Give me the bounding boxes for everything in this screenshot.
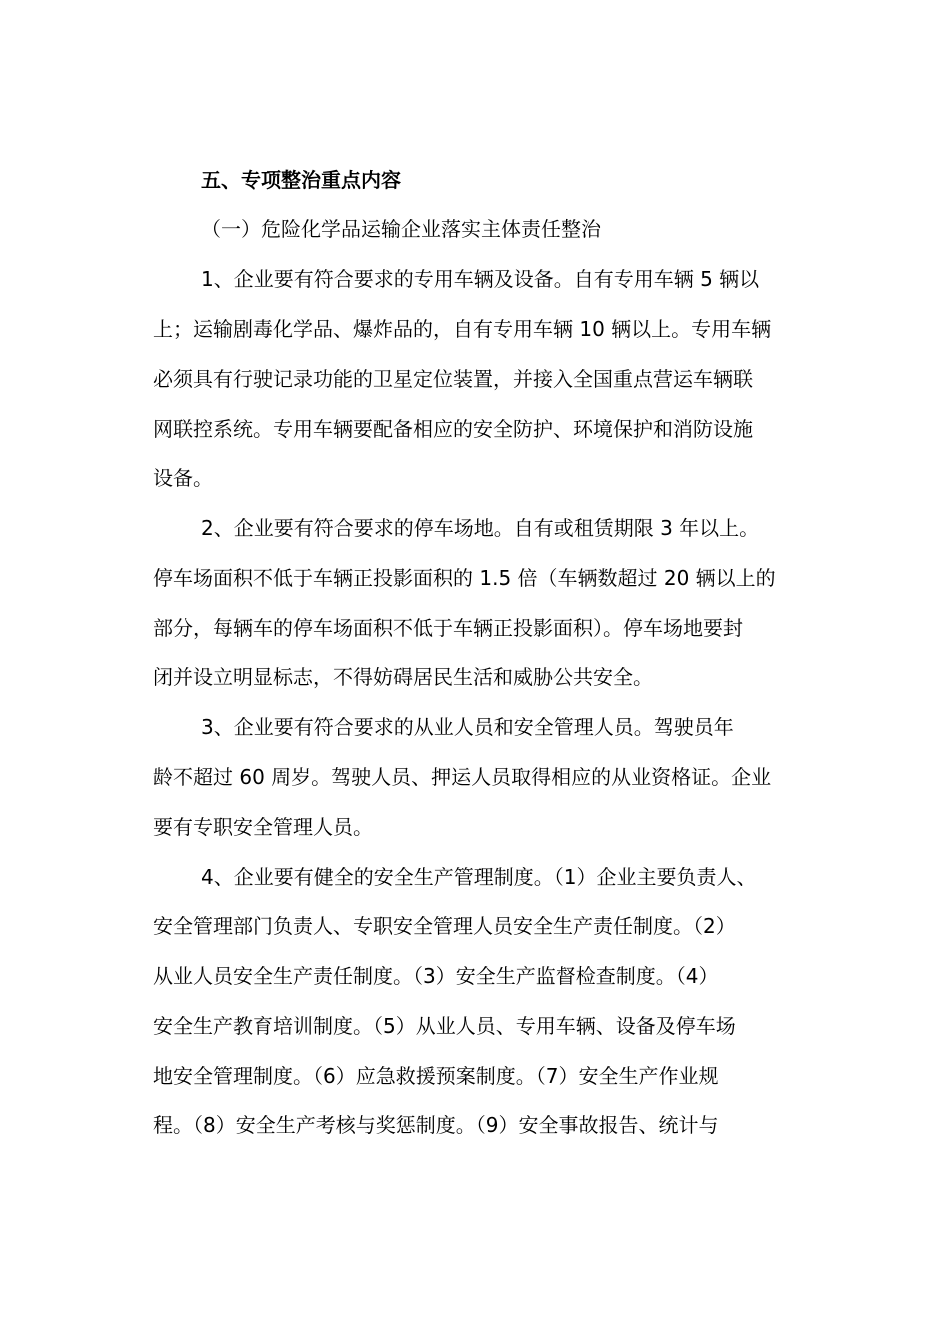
paragraph-2-line-3: 部分，每辆车的停车场面积不低于车辆正投影面积）。停车场地要封 <box>153 616 743 640</box>
paragraph-4-line-4: 安全生产教育培训制度。（5）从业人员、专用车辆、设备及停车场 <box>153 1014 736 1038</box>
paragraph-3-line-2: 龄不超过 60 周岁。驾驶人员、押运人员取得相应的从业资格证。企业 <box>153 765 772 789</box>
section-heading: 五、专项整治重点内容 <box>201 168 401 192</box>
paragraph-4-line-2: 安全管理部门负责人、专职安全管理人员安全生产责任制度。（2） <box>153 914 736 938</box>
subsection-heading: （一）危险化学品运输企业落实主体责任整治 <box>201 217 601 241</box>
paragraph-1-line-1: 1、企业要有符合要求的专用车辆及设备。自有专用车辆 5 辆以 <box>201 267 760 291</box>
paragraph-4-line-1: 4、企业要有健全的安全生产管理制度。（1）企业主要负责人、 <box>201 865 757 889</box>
paragraph-1-line-3: 必须具有行驶记录功能的卫星定位装置，并接入全国重点营运车辆联 <box>153 367 753 391</box>
paragraph-1-line-5: 设备。 <box>153 466 213 490</box>
paragraph-1-line-4: 网联控系统。专用车辆要配备相应的安全防护、环境保护和消防设施 <box>153 417 753 441</box>
paragraph-2-line-2: 停车场面积不低于车辆正投影面积的 1.5 倍（车辆数超过 20 辆以上的 <box>153 566 776 590</box>
paragraph-4-line-3: 从业人员安全生产责任制度。（3）安全生产监督检查制度。（4） <box>153 964 719 988</box>
paragraph-2-line-4: 闭并设立明显标志，不得妨碍居民生活和威胁公共安全。 <box>153 665 653 689</box>
paragraph-4-line-5: 地安全管理制度。（6）应急救援预案制度。（7）安全生产作业规 <box>153 1064 719 1088</box>
paragraph-2-line-1: 2、企业要有符合要求的停车场地。自有或租赁期限 3 年以上。 <box>201 516 760 540</box>
paragraph-4-line-6: 程。（8）安全生产考核与奖惩制度。（9）安全事故报告、统计与 <box>153 1113 719 1137</box>
paragraph-3-line-3: 要有专职安全管理人员。 <box>153 815 373 839</box>
paragraph-1-line-2: 上；运输剧毒化学品、爆炸品的，自有专用车辆 10 辆以上。专用车辆 <box>153 317 772 341</box>
paragraph-3-line-1: 3、企业要有符合要求的从业人员和安全管理人员。驾驶员年 <box>201 715 734 739</box>
